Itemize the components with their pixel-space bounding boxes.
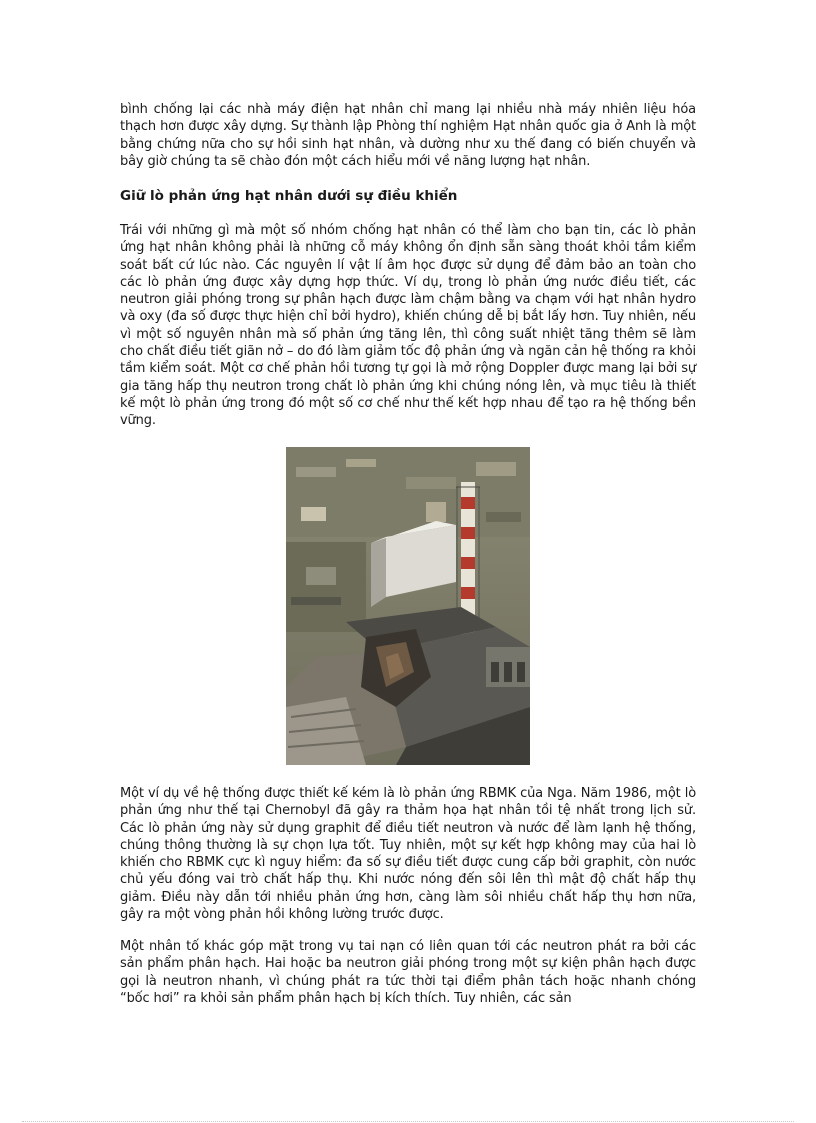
paragraph-reactor-control: Trái với những gì mà một số nhóm chống hạt nhân có thể làm cho bạn tin, các lò phản ứng hạt nhân không phải là những cỗ máy không ổn định sẵn sàng thoát khỏi tầm kiểm soát bất cứ lúc nào. Các nguyên lí vật lí âm học được sử dụng để đảm bảo an toàn cho các lò phản ứng được xây dựng hợp thức. Ví dụ, trong lò phản ứng nước điều tiết, các neutron giải phóng trong sự phân hạch được làm chậm bằng va chạm với hạt nhân hydro và oxy (đa số được thực hiện chỉ bởi hydro), khiến chúng dễ bị bắt lấy hơn. Tuy nhiên, nếu vì một số nguyên nhân mà số phản ứng tăng lên, thì công suất nhiệt tăng thêm sẽ làm cho chất điều tiết giãn nở – do đó làm giảm tốc độ phản ứng và ngăn cản hệ thống ra khỏi tầm kiểm soát. Một cơ chế phản hồi tương tự gọi là mở rộng Doppler được mang lại bởi sự gia tăng hấp thụ neutron trong chất lò phản ứng khi chúng nóng lên, và mục tiêu là thiết kế một lò phản ứng trong đó một số cơ chế như thế kết hợp nhau để tạo ra hệ thống bền vững.	[120, 223, 696, 429]
paragraph-rbmk: Một ví dụ về hệ thống được thiết kế kém là lò phản ứng RBMK của Nga. Năm 1986, một lò phản ứng như thế tại Chernobyl đã gây ra thảm họa hạt nhân tồi tệ nhất trong lịch sử. Các lò phản ứng này sử dụng graphit để điều tiết neutron và nước để làm lạnh hệ thống, chúng thông thường là sự chọn lựa tốt. Tuy nhiên, một sự kết hợp không may của hai lò khiến cho RBMK cực kì nguy hiểm: đa số sự điều tiết được cung cấp bởi graphit, còn nước chủ yếu đóng vai trò chất hấp thụ. Khi nước nóng đến sôi lên thì mật độ chất hấp thụ giảm. Điều này dẫn tới nhiều phản ứng hơn, càng làm sôi nhiều chất hấp thụ hơn nữa, gây ra một vòng phản hồi không lường trước được.	[120, 786, 696, 923]
page-bottom-divider	[22, 1121, 794, 1122]
chernobyl-aerial-photo	[286, 447, 530, 765]
paragraph-intro: bình chống lại các nhà máy điện hạt nhân chỉ mang lại nhiều nhà máy nhiên liệu hóa thạch hơn được xây dựng. Sự thành lập Phòng thí nghiệm Hạt nhân quốc gia ở Anh là một bằng chứng nữa cho sự hồi sinh hạt nhân, và dường như xu thế đang có biến chuyển và bây giờ chúng ta sẽ chào đón một cách hiểu mới về năng lượng hạt nhân.	[120, 102, 696, 169]
paragraph-delayed-neutrons: Một nhân tố khác góp mặt trong vụ tai nạn có liên quan tới các neutron phát ra bởi các sản phẩm phân hạch. Hai hoặc ba neutron giải phóng trong một sự kiện phân hạch được gọi là neutron nhanh, vì chúng phát ra tức thời tại điểm phân tách hoặc nhanh chóng “bốc hơi” ra khỏi sản phẩm phân hạch bị kích thích. Tuy nhiên, các sản	[120, 939, 696, 1006]
section-heading: Giữ lò phản ứng hạt nhân dưới sự điều khiển	[120, 188, 458, 204]
